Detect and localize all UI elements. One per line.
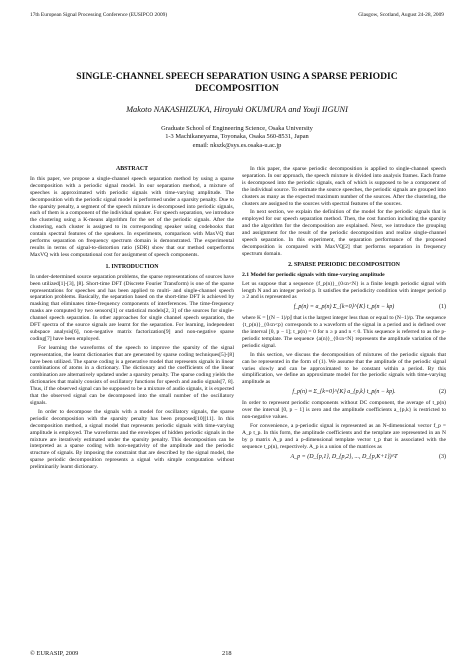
equation-number: (3) [439, 453, 446, 460]
left-column [30, 166, 234, 473]
intro-paragraph: In this paper, the sparse periodic decomposition is applied to single-channel speech separation. In our approach, the speech mixture is divided into analysis frames. Each frame is decomposed into the periodic signals, each of which is supposed to be a component of the individual source. To estimate the source speeches, the periodic signals are grouped into clusters as many as the expected maximum number of the sources. After the clustering, the clusters are assigned to the sources with spectral features of the sources. [242, 166, 446, 207]
running-header-left: 17th European Signal Processing Conference (EUSIPCO 2009) [30, 12, 168, 18]
author-list: Makoto NAKASHIZUKA, Hiroyuki OKUMURA and Youji IIGUNI [126, 105, 348, 114]
equation-body: f_p(n) ≈ Σ_{k=0}^{K} a_{p,k} t_p(n − kp). [292, 389, 396, 396]
abstract-text: In this paper, we propose a single-channel speech separation method by using a sparse decomposition with a periodic signal model. In our separation method, a mixture of speeches is approximated with periodic signals with time-varying amplitude. The decomposition with the periodic signal model is performed under a sparsity penalty. Due to the sparsity penalty, a segment of the speech mixture is decomposed into periodic signals, each of them is a component of the individual speaker. For speech separation, we introduce the clustering using a K-means algorithm for the set of the periodic signals. After the clustering, each cluster is assigned to its corresponding speaker using codebooks that contain spectral features of the speakers. In experiments, comparison with MaxVQ that performs separation on frequency spectrum domain is demonstrated. The experimental results in terms of signal-to-distortion ratio (SDR) show that our method outperforms MaxVQ with less computational cost for assignment of speech components. [30, 175, 234, 258]
body-paragraph: In this section, we discuss the decomposition of mixtures of the periodic signals that can be represented in the form of (1). We assume that the amplitude of the periodic signal varies slowly and can be approximated to be constant within a period. By this simplification, we define an approximate model for the periodic signals with time-varying amplitude as [242, 351, 446, 386]
page-number: 218 [222, 650, 232, 657]
footer-copyright: © EURASIP, 2009 [30, 650, 79, 657]
intro-paragraph: In order to decompose the signals with a model for oscillatory signals, the sparse periodic decomposition with the sparsity penalty has been proposed[10][11]. In this decomposition method, a signal model that represents periodic signals with time-varying amplitude is employed. The waveforms and the envelopes of hidden periodic signals in the mixture are iteratively estimated under the sparsity penalty. This decomposition can be interpreted as a sparse coding with non-negativity of the amplitude and the periodic structure of signals. By imposing the constraint that are described by the signal model, the sparse periodic decomposition represents a signal with simple computation without preliminarily learnt dictionary. [30, 408, 234, 471]
equation-body: f_p(n) = a_p(n) Σ_{k=0}^{K} t_p(n − kp) [293, 304, 395, 311]
abstract-heading: ABSTRACT [115, 166, 149, 172]
equation-3 [242, 454, 446, 461]
equation-number: (1) [439, 304, 446, 311]
intro-heading: 1. INTRODUCTION [105, 263, 159, 270]
body-paragraph: where K = ⌊(N − 1)/p⌋ that is the largest integer less than or equal to (N−1)/p. The sequence {t_p(n)}_{0≤n<p} corresponds to a waveform of the signal in a period and is defined over the interval [0, p − 1]; t_p(n) = 0 for n ≥ p and n < 0. This sequence is referred to as the p-periodic template. The sequence {a(n)}_{0≤n<N} represents the amplitude variation of the periodic signal. [242, 315, 446, 349]
body-paragraph: Let us suppose that a sequence {f_p(n)}_{0≤n<N} is a finite length periodic signal with length N and an integer period p. It satisfies the periodicity condition with integer period p ≥ 2 and is represented as [242, 280, 446, 301]
equation-body: A_p = (D_{p,1}, D_{p,2}, ..., D_{p,K+1})^T [290, 453, 398, 460]
affiliation-line: 1-3 Machikaneyama, Toyonaka, Osaka 560-8531, Japan [165, 133, 309, 141]
intro-paragraph: In next section, we explain the definition of the model for the periodic signals that is employed for our speech separation method. Then, the cost function including the sparsity and the algorithm for the decomposition are explained. Next, we introduce the grouping and assignment for the result of the periodic decomposition and realize single-channel speech separation. In this experiment, the separation performance of the proposed decomposition is compared with MaxVQ[2] that performs separation in frequency spectrum domain. [242, 209, 446, 257]
section-heading: 2. SPARSE PERIODIC DECOMPOSITION [288, 261, 400, 268]
intro-paragraph: For learning the waveforms of the speech to improve the sparsity of the signal representation, the learnt dictionaries that are generated by sparse coding techniques[5]-[8] have been utilized. The sparse coding is a generative model that represents signals in linear combinations of atoms in a dictionary. The dictionary and the coefficients of the linear combination are alternatively updated under a sparsity penalty. The sparse coding yields the dictionaries that mainly consists of oscillatory functions for speech and audio signals[7, 8]. Thus, if the observed signal can be supposed to be a mixture of audio signals, it is expected that the observed signal can be decomposed into the small number of the oscillatory signals. [30, 344, 234, 406]
affiliation-email: email: nkszk@sys.es.osaka-u.ac.jp [192, 141, 282, 149]
body-paragraph: In order to represent periodic components without DC component, the average of t_p(n) over the interval [0, p − 1] is zero and the amplitude coefficients a_{p,k} is restricted to non-negative values. [242, 400, 446, 420]
running-header-right: Glasgow, Scotland, August 24-28, 2009 [358, 12, 444, 18]
body-paragraph: For convenience, a p-periodic signal is represented as an N-dimensional vector f_p = A_p t_p. In this form, the amplitude coefficients and the template are represented in an N by p matrix A_p and a p-dimensional template vector t_p that is associated with the sequence t_p(n), respectively. A_p is a union of the matrices as [242, 422, 446, 450]
equation-number: (2) [439, 389, 446, 396]
equation-2 [242, 389, 446, 396]
equation-1 [242, 304, 446, 311]
intro-paragraph: In under-determined source separation problems, the sparse representations of sources have been utilized[1]-[3], [8]. Short-time DFT (Discrete Fourier Transform) is one of the sparse representations for speeches and has been applied to multi- and single-channel speech separation problems. Basically, the separation based on the short-time DFT is achieved by masking that eliminates time-frequency components of interferences. The time-frequency masks are computed by two sensors[1] or statistical models[2, 3] of the sources for single-channel speech separation. In other approaches for single channel speech separation, the DFT spectra of the source signals are learnt for the separation. For learning, independent subspace analysis[6], non-negative matrix factorization[9] and non-negative sparse coding[7] have been employed. [30, 273, 234, 342]
right-column [242, 166, 446, 464]
affiliation-line: Graduate School of Engineering Science, Osaka University [161, 125, 313, 132]
paper-title: SINGLE-CHANNEL SPEECH SEPARATION USING A SPARSE PERIODIC DECOMPOSITION [76, 71, 398, 94]
subsection-heading: 2.1 Model for periodic signals with time-varying amplitude [242, 271, 385, 278]
affiliation-block [40, 125, 434, 150]
